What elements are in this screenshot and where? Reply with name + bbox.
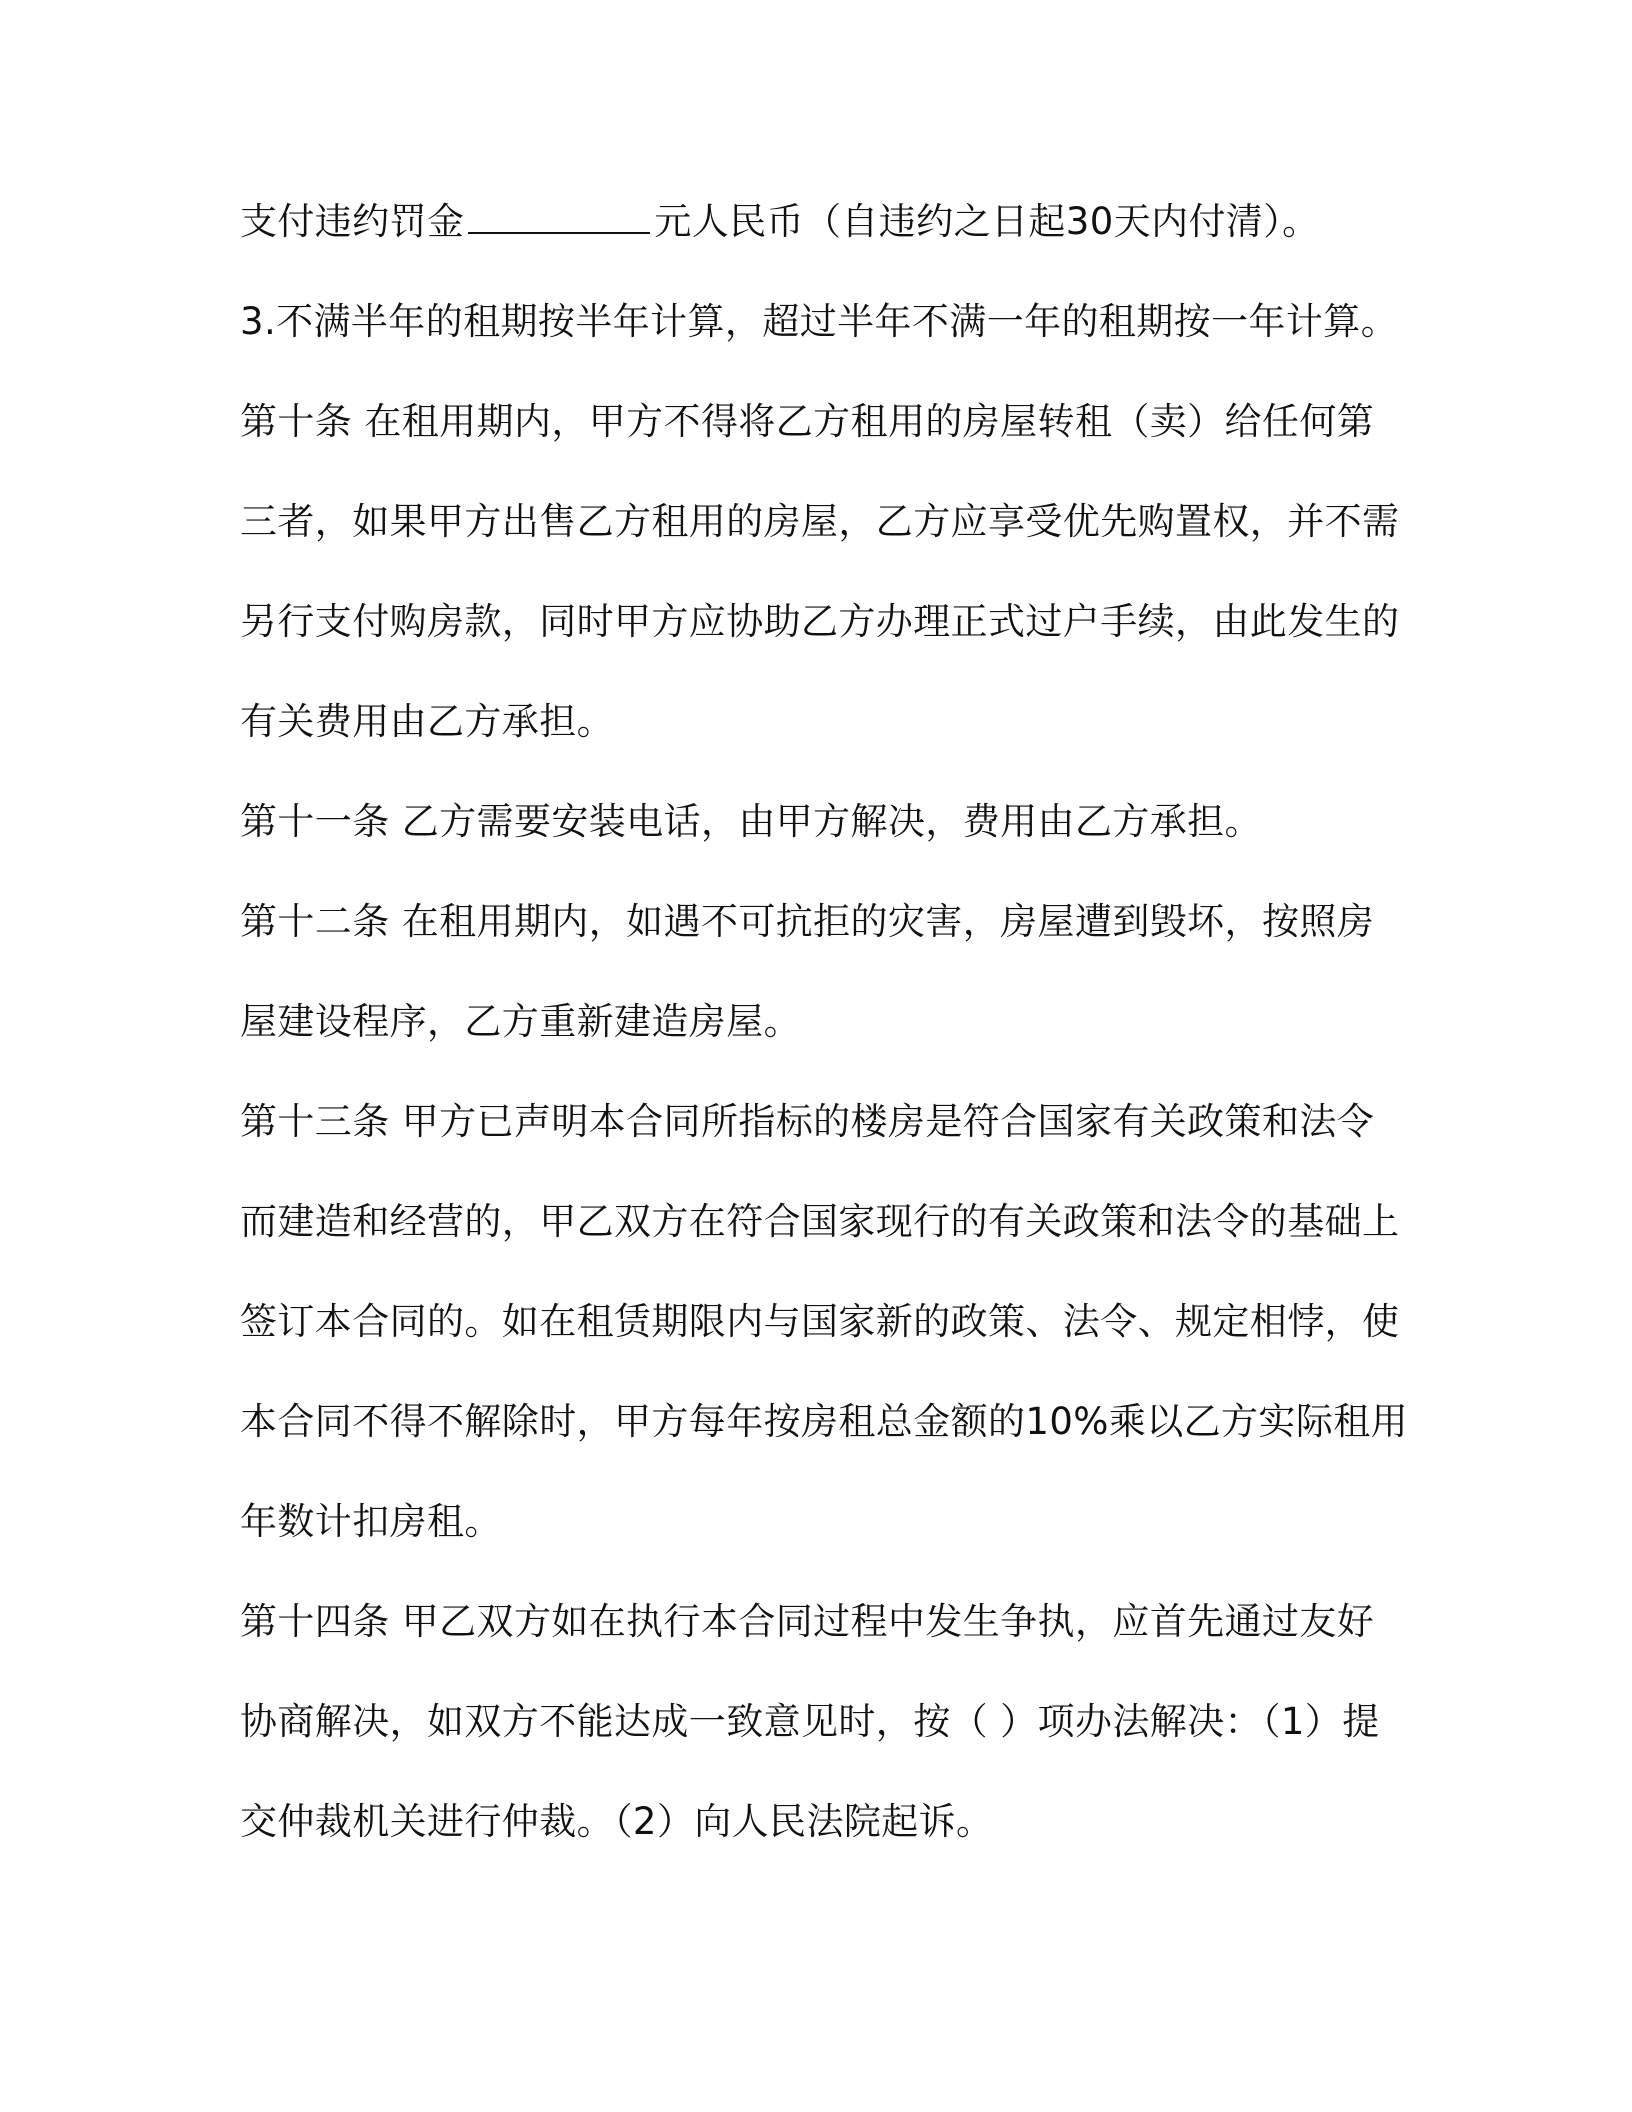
clause-11-line: 第十一条 乙方需要安装电话，由甲方解决，费用由乙方承担。 bbox=[240, 800, 1262, 843]
clause-10-line: 第十条 在租用期内，甲方不得将乙方租用的房屋转租（卖）给任何第 bbox=[240, 400, 1375, 443]
text-line: 屋建设程序，乙方重新建造房屋。 bbox=[240, 1000, 801, 1043]
text-line: 另行支付购房款，同时甲方应协助乙方办理正式过户手续，由此发生的 bbox=[240, 600, 1400, 643]
text-line: 本合同不得不解除时，甲方每年按房租总金额的10%乘以乙方实际租用 bbox=[240, 1400, 1409, 1443]
penalty-text-after: 元人民币（自违约之日起30天内付清）。 bbox=[654, 200, 1320, 243]
text-line-penalty bbox=[240, 198, 1320, 246]
clause-13-line: 第十三条 甲方已声明本合同所指标的楼房是符合国家有关政策和法令 bbox=[240, 1100, 1375, 1143]
text-line: 交仲裁机关进行仲裁。（2）向人民法院起诉。 bbox=[240, 1800, 994, 1843]
text-line: 而建造和经营的，甲乙双方在符合国家现行的有关政策和法令的基础上 bbox=[240, 1200, 1400, 1243]
text-line: 年数计扣房租。 bbox=[240, 1500, 502, 1543]
clause-12-line: 第十二条 在租用期内，如遇不可抗拒的灾害，房屋遭到毁坏，按照房 bbox=[240, 900, 1375, 943]
clause-14-line: 第十四条 甲乙双方如在执行本合同过程中发生争执，应首先通过友好 bbox=[240, 1600, 1375, 1643]
penalty-text-before: 支付违约罚金 bbox=[240, 200, 465, 243]
text-line: 协商解决，如双方不能达成一致意见时，按（ ）项办法解决：（1）提 bbox=[240, 1700, 1380, 1743]
text-line: 有关费用由乙方承担。 bbox=[240, 700, 614, 743]
text-line: 3.不满半年的租期按半年计算，超过半年不满一年的租期按一年计算。 bbox=[240, 300, 1399, 343]
text-line: 签订本合同的。如在租赁期限内与国家新的政策、法令、规定相悖，使 bbox=[240, 1300, 1400, 1343]
text-line: 三者，如果甲方出售乙方租用的房屋，乙方应享受优先购置权，并不需 bbox=[240, 500, 1400, 543]
penalty-amount-blank bbox=[468, 198, 650, 234]
